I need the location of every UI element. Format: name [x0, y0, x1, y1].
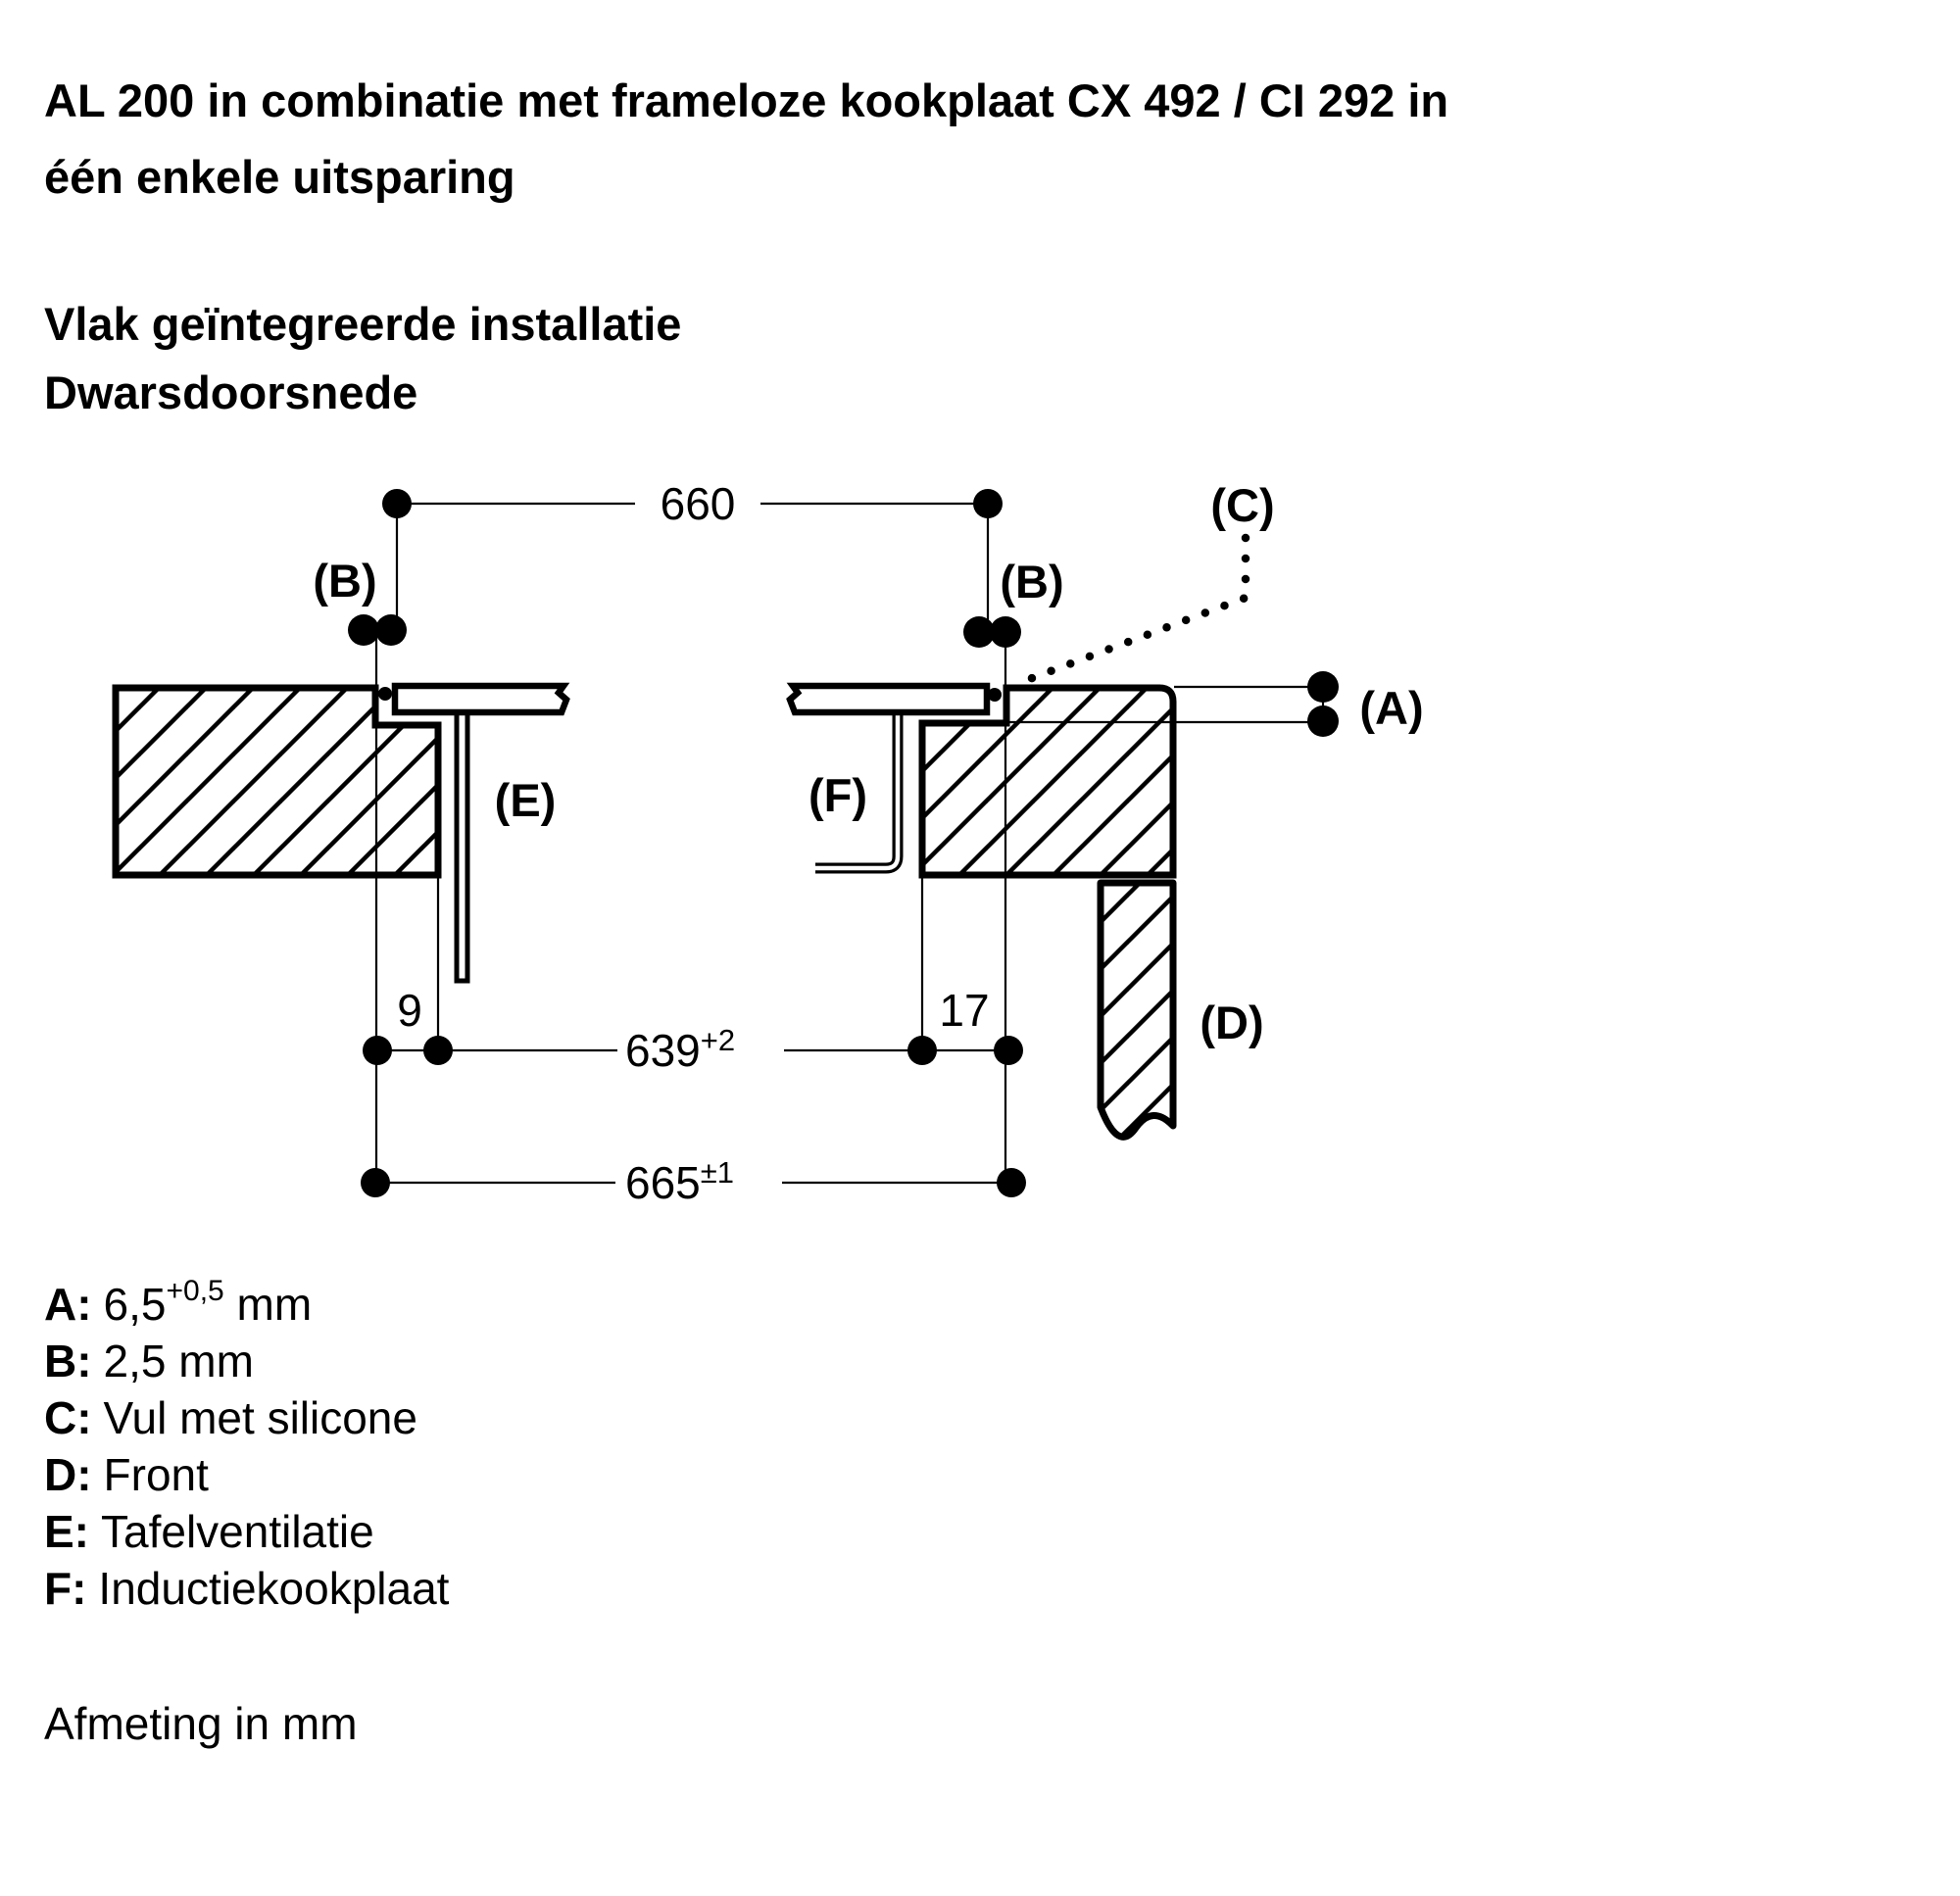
units-note: Afmeting in mm — [44, 1698, 358, 1749]
title-line-1: AL 200 in combinatie met frameloze kookplaat CX 492 / CI 292 in — [44, 74, 1449, 126]
legend-key-d: D: — [44, 1449, 92, 1500]
worktop-right-section — [922, 688, 1173, 875]
label-a: (A) — [1359, 682, 1424, 734]
legend-item-c: C: Vul met silicone — [44, 1392, 417, 1443]
label-b-left: (B) — [313, 555, 377, 607]
dim-appliance-width: 660 — [660, 478, 736, 529]
ventilation-glass-top — [395, 686, 566, 712]
extension-lines — [375, 504, 1323, 1183]
legend-item-a: A: $6,5^{+0,5}$ mm — [44, 1274, 313, 1330]
label-e: (E) — [494, 774, 557, 826]
legend-key-b: B: — [44, 1336, 92, 1386]
legend-item-d: D: Front — [44, 1449, 209, 1500]
legend-item-e: E: Tafelventilatie — [44, 1506, 374, 1557]
legend-key-a: A: — [44, 1279, 92, 1330]
dim-cutout-width-tolerance: +2 — [700, 1023, 736, 1057]
dim-offset-right: 17 — [939, 985, 990, 1036]
label-b-right: (B) — [1000, 556, 1064, 608]
worktop-left-section — [116, 688, 438, 875]
label-d: (D) — [1200, 997, 1264, 1048]
dim-overall-width-value: 665 — [625, 1157, 701, 1208]
legend-key-e: E: — [44, 1506, 89, 1557]
dim-overall-width — [625, 1155, 734, 1208]
dim-cutout-width-value: 639 — [625, 1025, 701, 1076]
legend-key-c: C: — [44, 1392, 92, 1443]
front-panel — [1101, 883, 1173, 1137]
dimension-dots — [348, 489, 1339, 1197]
title-line-2: één enkele uitsparing — [44, 151, 515, 203]
heading-cross-section: Dwarsdoorsnede — [44, 366, 418, 418]
dim-overall-width-tolerance: ±1 — [700, 1155, 735, 1190]
legend-item-b: B: 2,5 mm — [44, 1336, 254, 1386]
legend-item-f: F: Inductiekookplaat — [44, 1563, 450, 1614]
legend-key-f: F: — [44, 1563, 87, 1614]
label-f: (F) — [808, 769, 868, 821]
dim-offset-left: 9 — [397, 985, 422, 1036]
heading-installation-type: Vlak geïntegreerde installatie — [44, 298, 682, 350]
ventilation-duct — [457, 712, 467, 981]
dim-cutout-width — [625, 1023, 735, 1076]
label-c: (C) — [1210, 479, 1275, 531]
legend — [44, 1276, 449, 1617]
hob-glass-top — [790, 686, 987, 712]
